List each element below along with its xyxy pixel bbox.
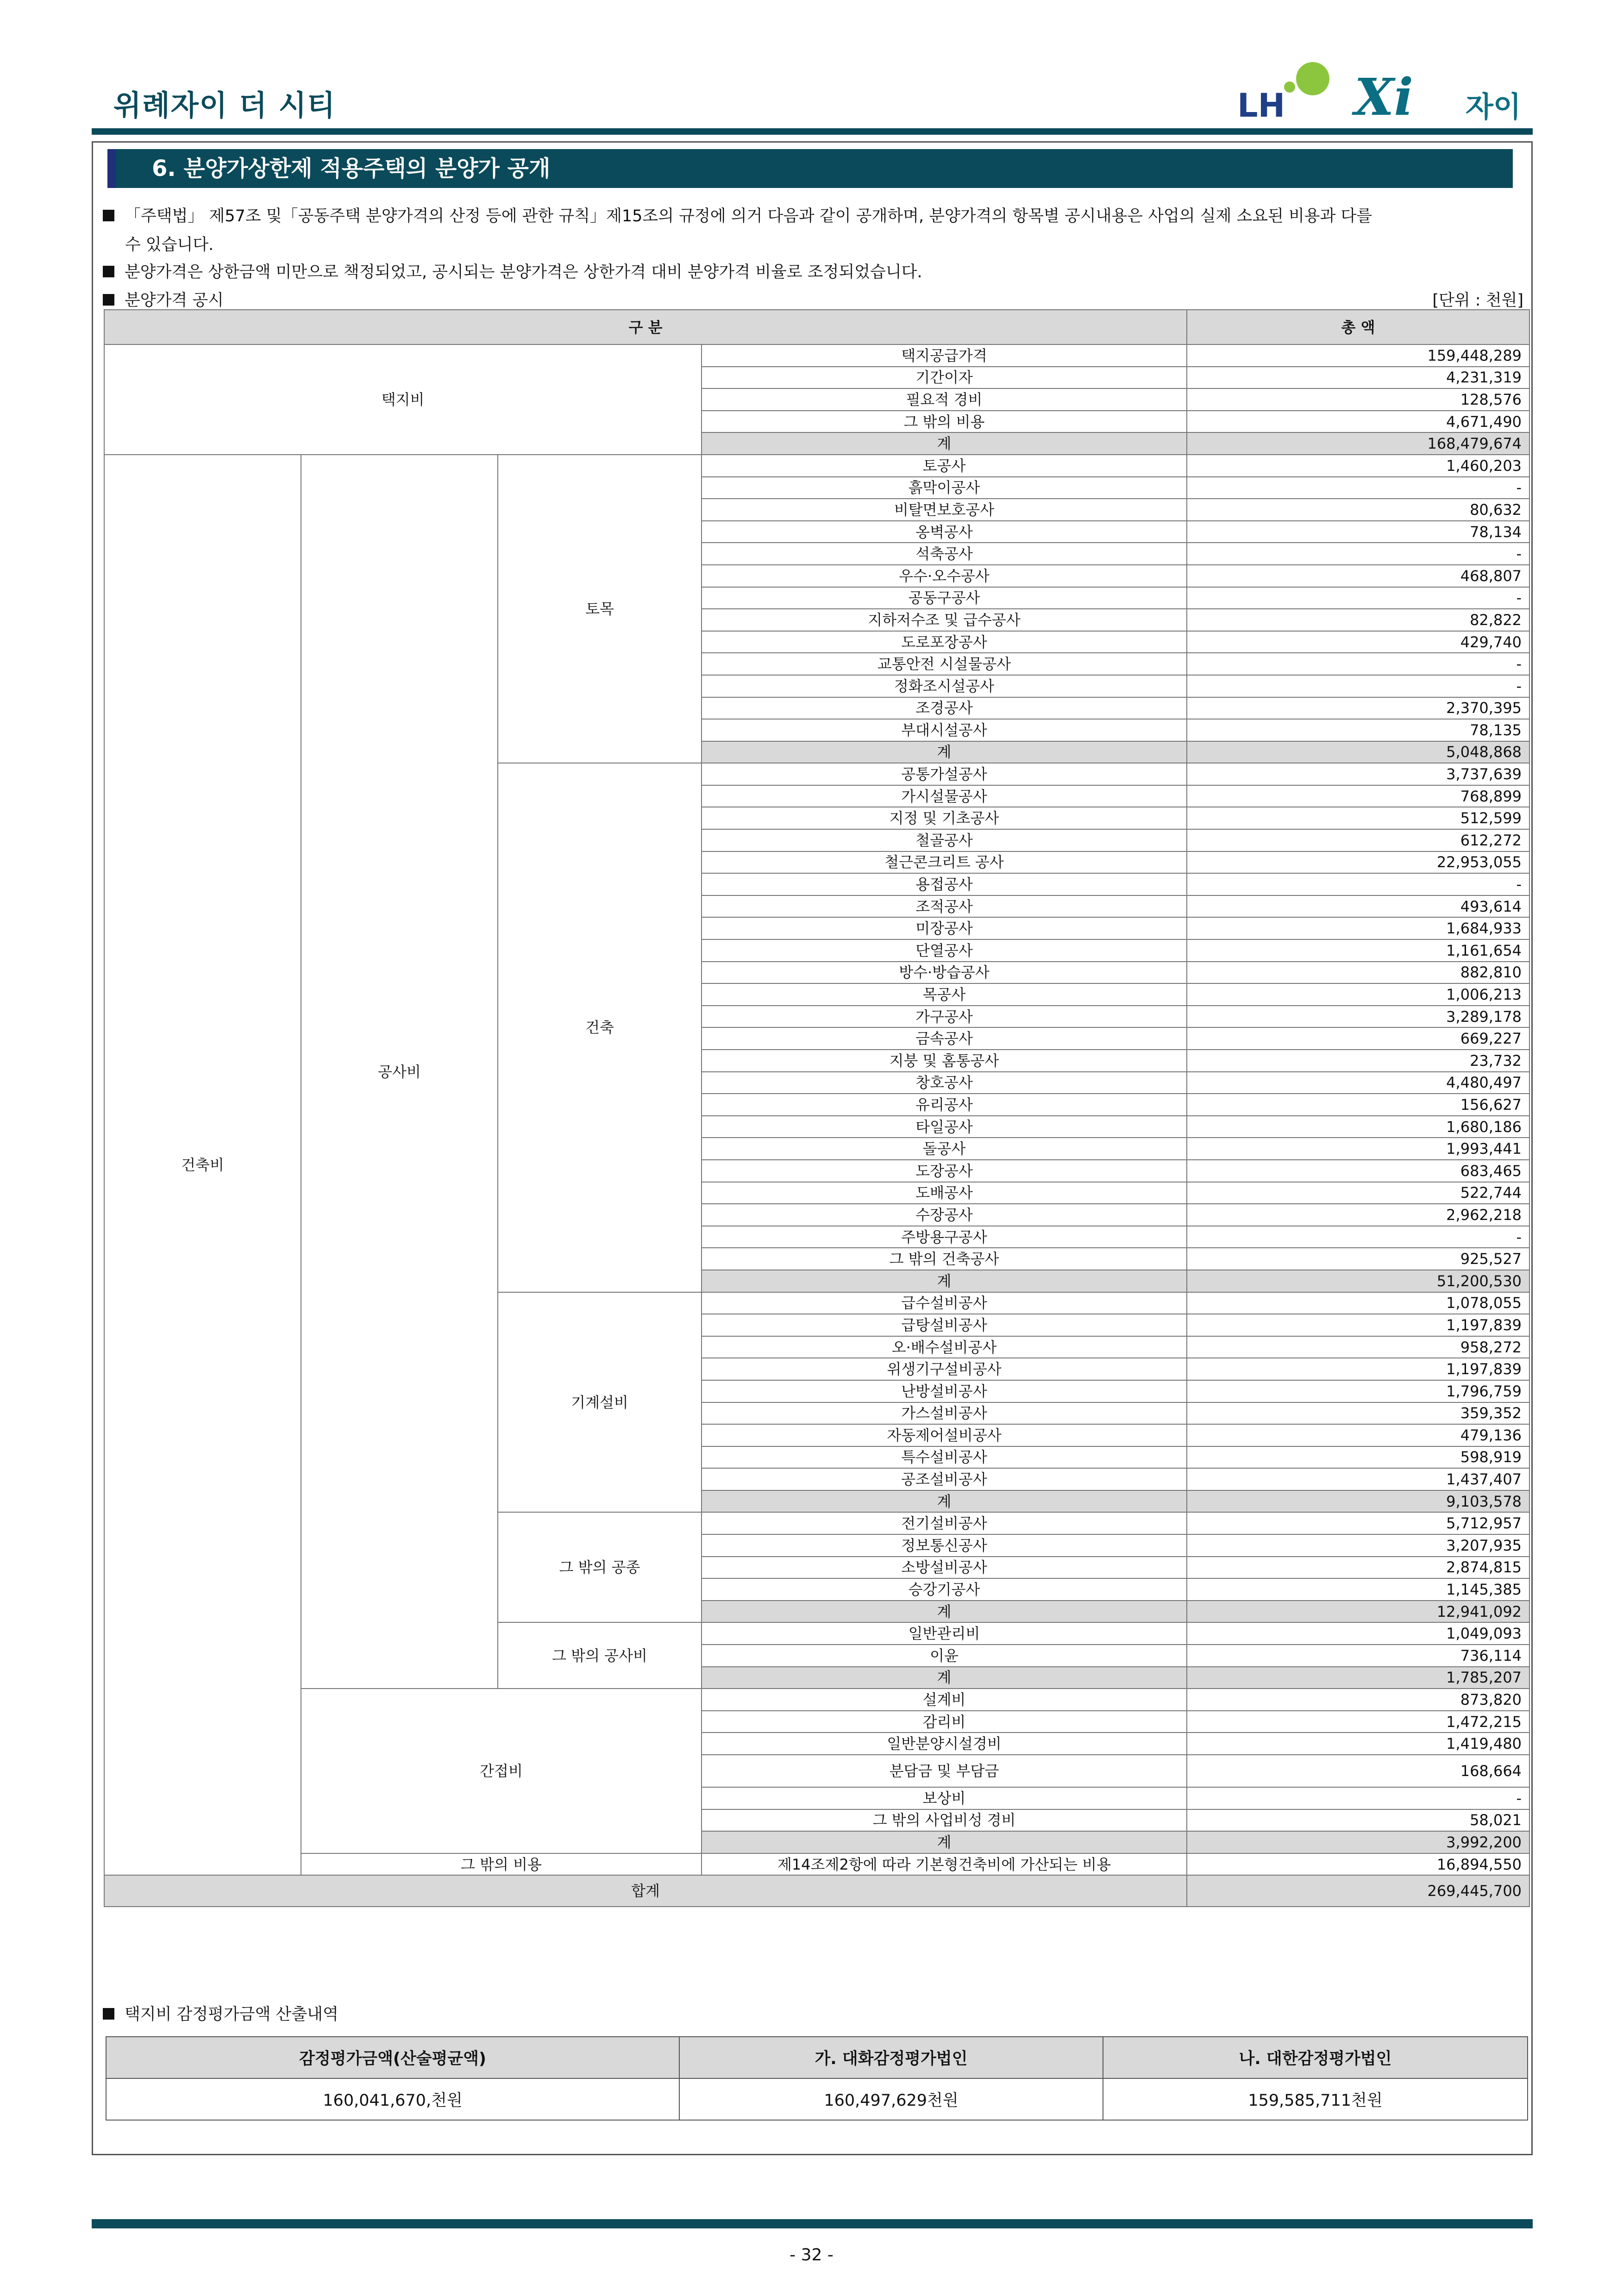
group-other-cost: 그 밖의 비용 (301, 1853, 702, 1876)
appraisal-value-average: 160,041,670,천원 (106, 2078, 679, 2120)
item-amount: 3,737,639 (1187, 763, 1529, 785)
item-amount: 882,810 (1187, 962, 1529, 984)
table-header-row (104, 310, 1529, 344)
item-name: 유리공사 (702, 1094, 1187, 1116)
item-amount: - (1187, 477, 1529, 499)
item-amount: - (1187, 1787, 1529, 1809)
item-name: 자동제어설비공사 (702, 1424, 1187, 1446)
item-amount: 1,684,933 (1187, 917, 1529, 939)
item-name: 승강기공사 (702, 1578, 1187, 1601)
table-row (104, 1853, 1529, 1876)
group-land: 택지비 (104, 344, 702, 455)
item-name: 위생기구설비공사 (702, 1358, 1187, 1380)
item-name: 방수·방습공사 (702, 962, 1187, 984)
item-name: 용접공사 (702, 873, 1187, 895)
group-arch: 건축 (498, 763, 702, 1292)
bullet-square-icon (103, 210, 114, 221)
item-amount: 1,049,093 (1187, 1622, 1529, 1645)
item-name: 조경공사 (702, 697, 1187, 719)
item-name: 택지공급가격 (702, 344, 1187, 367)
bullet-notice-3: 분양가격 공시 (103, 286, 224, 315)
item-amount: 1,796,759 (1187, 1380, 1529, 1402)
item-name: 급탕설비공사 (702, 1314, 1187, 1336)
table-row (104, 1689, 1529, 1711)
item-name: 흙막이공사 (702, 477, 1187, 499)
item-name: 도장공사 (702, 1160, 1187, 1182)
logo-xi-text: Xi (1354, 67, 1414, 125)
item-amount: 359,352 (1187, 1402, 1529, 1425)
group-construction: 공사비 (301, 455, 498, 1689)
item-amount: 1,145,385 (1187, 1578, 1529, 1601)
item-amount: 1,006,213 (1187, 983, 1529, 1006)
item-name: 그 밖의 건축공사 (702, 1248, 1187, 1270)
section-title: 6. 분양가상한제 적용주택의 분양가 공개 (107, 149, 1513, 188)
item-name: 비탈면보호공사 (702, 499, 1187, 521)
bullet-square-icon (103, 2008, 114, 2020)
item-amount: 1,437,407 (1187, 1468, 1529, 1490)
logo-jai-text: 자이 (1466, 90, 1521, 124)
item-name: 단열공사 (702, 939, 1187, 962)
item-amount: 4,231,319 (1187, 367, 1529, 389)
item-amount: 1,472,215 (1187, 1711, 1529, 1733)
item-amount: 612,272 (1187, 829, 1529, 851)
item-amount: 925,527 (1187, 1248, 1529, 1270)
item-amount: 522,744 (1187, 1182, 1529, 1204)
group-building: 건축비 (104, 455, 301, 1875)
item-amount: 5,712,957 (1187, 1512, 1529, 1534)
subtotal-label: 계 (702, 1667, 1187, 1689)
item-name: 도배공사 (702, 1182, 1187, 1204)
item-name: 공조설비공사 (702, 1468, 1187, 1490)
item-name: 지하저수조 및 급수공사 (702, 609, 1187, 631)
item-amount: 78,135 (1187, 719, 1529, 741)
item-amount: - (1187, 543, 1529, 565)
subtotal-amount: 3,992,200 (1187, 1831, 1529, 1853)
footer-rule (92, 2219, 1533, 2228)
lh-xi-logo (1232, 60, 1528, 125)
item-amount: 468,807 (1187, 565, 1529, 587)
bullet-appraisal: 택지비 감정평가금액 산출내역 (103, 2000, 338, 2029)
item-name: 급수설비공사 (702, 1292, 1187, 1314)
item-amount: - (1187, 587, 1529, 609)
item-name: 수장공사 (702, 1204, 1187, 1226)
bullet-notice-1-cont: 수 있습니다. (125, 236, 214, 254)
item-amount: 3,289,178 (1187, 1006, 1529, 1028)
item-name: 일반관리비 (702, 1622, 1187, 1645)
item-amount: 1,078,055 (1187, 1292, 1529, 1314)
item-name: 분담금 및 부담금 (702, 1755, 1187, 1787)
item-amount: - (1187, 653, 1529, 675)
subtotal-label: 계 (702, 432, 1187, 455)
item-name: 타일공사 (702, 1116, 1187, 1138)
subtotal-amount: 1,785,207 (1187, 1667, 1529, 1689)
item-name: 주방용구공사 (702, 1226, 1187, 1248)
item-name: 철골공사 (702, 829, 1187, 851)
subtotal-label: 계 (702, 1831, 1187, 1853)
appraisal-table (106, 2036, 1528, 2121)
group-other-const: 그 밖의 공사비 (498, 1622, 702, 1689)
item-name: 정보통신공사 (702, 1534, 1187, 1557)
header-amount: 총 액 (1187, 310, 1529, 344)
item-amount: 78,134 (1187, 521, 1529, 543)
table-row (104, 455, 1529, 477)
item-name: 기간이자 (702, 367, 1187, 389)
item-name: 금속공사 (702, 1027, 1187, 1050)
item-name: 교통안전 시설물공사 (702, 653, 1187, 675)
item-name: 토공사 (702, 455, 1187, 477)
item-amount: 4,480,497 (1187, 1072, 1529, 1094)
header-rule (92, 128, 1533, 135)
item-amount: 493,614 (1187, 895, 1529, 918)
item-amount: 23,732 (1187, 1050, 1529, 1072)
subtotal-amount: 9,103,578 (1187, 1490, 1529, 1513)
item-name: 지붕 및 홈통공사 (702, 1050, 1187, 1072)
item-name: 철근콘크리트 공사 (702, 851, 1187, 874)
group-other-works: 그 밖의 공종 (498, 1512, 702, 1622)
item-name: 공동구공사 (702, 587, 1187, 609)
item-amount: - (1187, 873, 1529, 895)
item-name: 창호공사 (702, 1072, 1187, 1094)
item-name: 난방설비공사 (702, 1380, 1187, 1402)
item-name: 그 밖의 사업비성 경비 (702, 1809, 1187, 1832)
header-category: 구 분 (104, 310, 1187, 344)
subtotal-amount: 12,941,092 (1187, 1601, 1529, 1623)
unit-label: [단위 : 천원] (1432, 291, 1523, 310)
item-amount: 768,899 (1187, 785, 1529, 807)
appraisal-value-firm-a: 160,497,629천원 (679, 2078, 1103, 2120)
appraisal-header-firm-a: 가. 대화감정평가법인 (679, 2037, 1103, 2078)
item-amount: 1,419,480 (1187, 1733, 1529, 1755)
item-amount: 683,465 (1187, 1160, 1529, 1182)
item-name: 가스설비공사 (702, 1402, 1187, 1425)
appraisal-header-row (106, 2037, 1528, 2078)
item-amount: 958,272 (1187, 1336, 1529, 1358)
item-name: 공통가설공사 (702, 763, 1187, 785)
item-amount: 2,370,395 (1187, 697, 1529, 719)
item-name: 보상비 (702, 1787, 1187, 1809)
item-amount: 156,627 (1187, 1094, 1529, 1116)
bullet-notice-1: 「주택법」 제57조 및「공동주택 분양가격의 산정 등에 관한 규칙」제15조의 규정에 의거 다음과 같이 공개하며, 분양가격의 항목별 공시내용은 사업의 실제 소요된 비용과 다를 (103, 202, 1372, 231)
item-name: 지정 및 기초공사 (702, 807, 1187, 829)
subtotal-label: 계 (702, 1270, 1187, 1292)
document-title: 위례자이 더 시티 (113, 88, 336, 122)
item-name: 전기설비공사 (702, 1512, 1187, 1534)
appraisal-value-row (106, 2078, 1528, 2120)
item-amount: 4,671,490 (1187, 411, 1529, 433)
bullet-square-icon (103, 294, 114, 306)
group-indirect: 간접비 (301, 1689, 702, 1853)
group-civil: 토목 (498, 455, 702, 763)
item-amount: 58,021 (1187, 1809, 1529, 1832)
item-amount: 1,197,839 (1187, 1358, 1529, 1380)
item-name: 목공사 (702, 983, 1187, 1006)
item-name: 정화조시설공사 (702, 675, 1187, 697)
item-name: 그 밖의 비용 (702, 411, 1187, 433)
subtotal-amount: 51,200,530 (1187, 1270, 1529, 1292)
total-label: 합계 (104, 1875, 1187, 1907)
item-amount: 168,664 (1187, 1755, 1529, 1787)
item-amount: 736,114 (1187, 1645, 1529, 1667)
subtotal-label: 계 (702, 1601, 1187, 1623)
price-disclosure-table (104, 309, 1530, 1907)
item-name: 우수·오수공사 (702, 565, 1187, 587)
item-amount: 16,894,550 (1187, 1853, 1529, 1876)
item-name: 제14조제2항에 따라 기본형건축비에 가산되는 비용 (702, 1853, 1187, 1876)
item-amount: 82,822 (1187, 609, 1529, 631)
appraisal-header-average: 감정평가금액(산술평균액) (106, 2037, 679, 2078)
item-amount: 598,919 (1187, 1446, 1529, 1469)
item-amount: 128,576 (1187, 388, 1529, 411)
table-row (104, 344, 1529, 367)
item-amount: 873,820 (1187, 1689, 1529, 1711)
group-mech: 기계설비 (498, 1292, 702, 1513)
item-name: 옹벽공사 (702, 521, 1187, 543)
item-amount: 429,740 (1187, 631, 1529, 653)
item-amount: - (1187, 675, 1529, 697)
item-name: 가시설물공사 (702, 785, 1187, 807)
subtotal-amount: 5,048,868 (1187, 741, 1529, 763)
item-name: 미장공사 (702, 917, 1187, 939)
item-name: 조적공사 (702, 895, 1187, 918)
item-amount: 22,953,055 (1187, 851, 1529, 874)
item-amount: 2,874,815 (1187, 1557, 1529, 1579)
total-amount: 269,445,700 (1187, 1875, 1529, 1907)
item-name: 돌공사 (702, 1138, 1187, 1160)
subtotal-amount: 168,479,674 (1187, 432, 1529, 455)
item-name: 소방설비공사 (702, 1557, 1187, 1579)
bullet-square-icon (103, 266, 114, 277)
item-name: 석축공사 (702, 543, 1187, 565)
item-amount: 1,993,441 (1187, 1138, 1529, 1160)
logo-lh-text: LH (1237, 87, 1285, 125)
appraisal-header-firm-b: 나. 대한감정평가법인 (1103, 2037, 1528, 2078)
subtotal-label: 계 (702, 1490, 1187, 1513)
item-name: 오·배수설비공사 (702, 1336, 1187, 1358)
item-amount: 512,599 (1187, 807, 1529, 829)
appraisal-value-firm-b: 159,585,711천원 (1103, 2078, 1528, 2120)
item-name: 이윤 (702, 1645, 1187, 1667)
item-amount: 1,460,203 (1187, 455, 1529, 477)
item-amount: 1,197,839 (1187, 1314, 1529, 1336)
item-name: 부대시설공사 (702, 719, 1187, 741)
item-name: 설계비 (702, 1689, 1187, 1711)
bullet-notice-2: 분양가격은 상한금액 미만으로 책정되었고, 공시되는 분양가격은 상한가격 대비 분양가격 비율로 조정되었습니다. (103, 258, 922, 287)
item-name: 필요적 경비 (702, 388, 1187, 411)
item-name: 일반분양시설경비 (702, 1733, 1187, 1755)
item-name: 도로포장공사 (702, 631, 1187, 653)
item-amount: 2,962,218 (1187, 1204, 1529, 1226)
item-amount: 1,161,654 (1187, 939, 1529, 962)
item-amount: 1,680,186 (1187, 1116, 1529, 1138)
item-name: 감리비 (702, 1711, 1187, 1733)
item-amount: 3,207,935 (1187, 1534, 1529, 1557)
item-name: 특수설비공사 (702, 1446, 1187, 1469)
item-name: 가구공사 (702, 1006, 1187, 1028)
item-amount: - (1187, 1226, 1529, 1248)
item-amount: 479,136 (1187, 1424, 1529, 1446)
total-row (104, 1875, 1529, 1907)
item-amount: 80,632 (1187, 499, 1529, 521)
page-number: - 32 - (790, 2246, 833, 2265)
subtotal-label: 계 (702, 741, 1187, 763)
item-amount: 159,448,289 (1187, 344, 1529, 367)
item-amount: 669,227 (1187, 1027, 1529, 1050)
